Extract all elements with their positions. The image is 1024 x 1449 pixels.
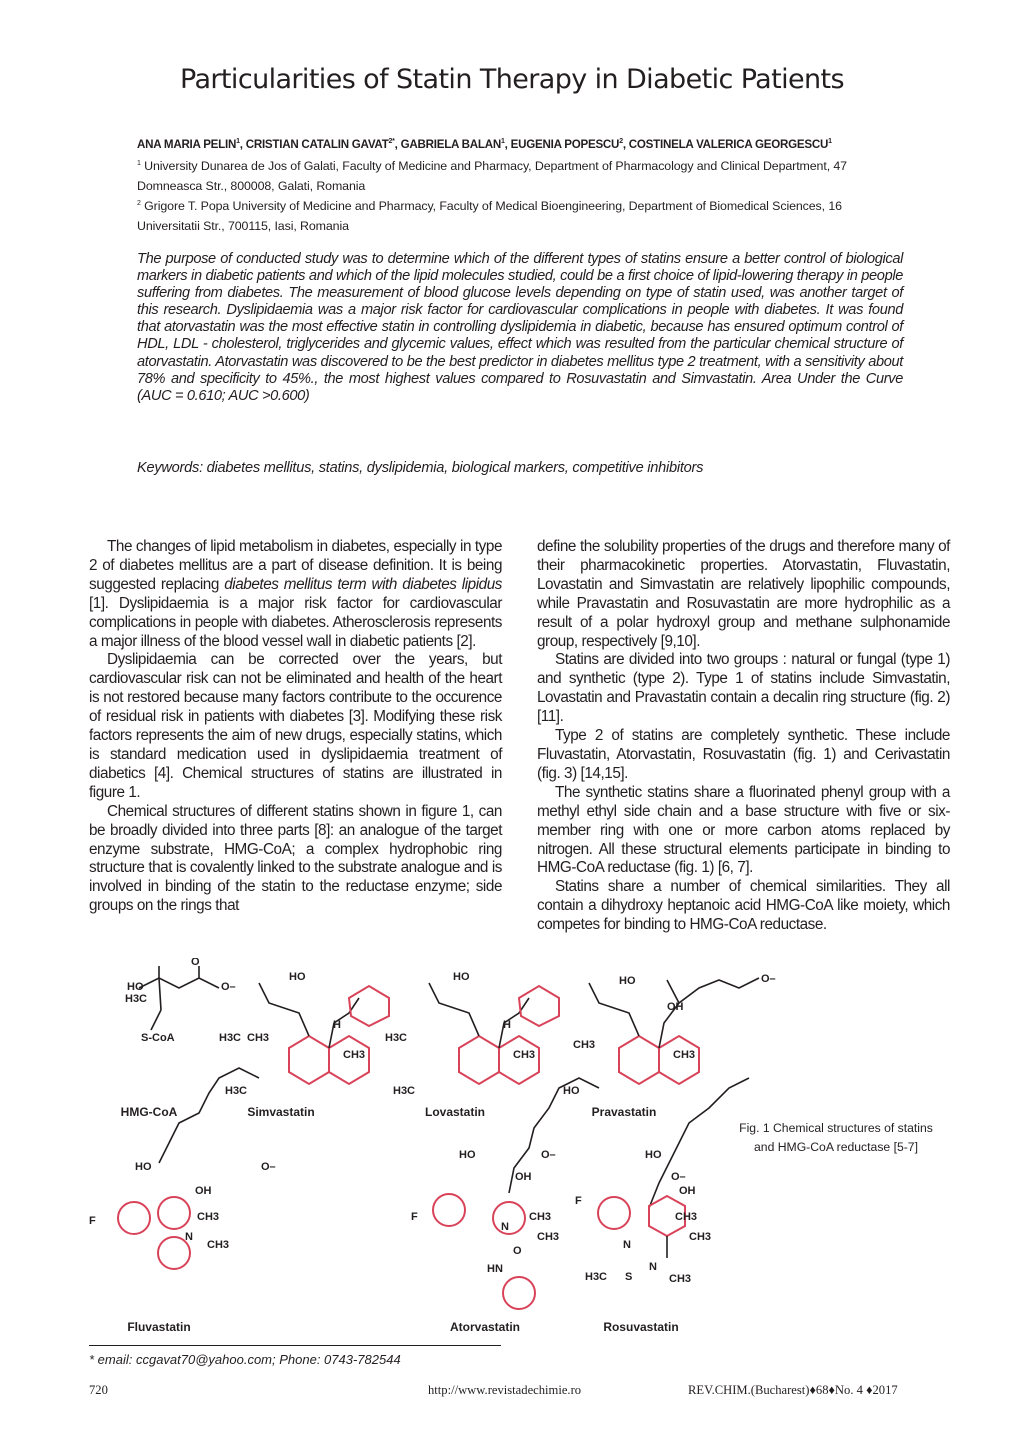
atom-label: HO: [453, 971, 470, 983]
structure-label: Rosuvastatin: [603, 1320, 679, 1334]
atom-label: CH3: [689, 1231, 712, 1243]
atom-label: H3C: [393, 1085, 416, 1097]
atom-label: O–: [541, 1149, 556, 1161]
author-affiliation-mark: 1: [828, 138, 832, 146]
atom-label: N: [185, 1231, 193, 1243]
atom-label: H: [333, 1019, 341, 1031]
structure-label: Lovastatin: [424, 1105, 486, 1119]
body-paragraph: [89, 538, 502, 651]
affiliation-mark: 1: [137, 159, 141, 167]
author-affiliation-mark: 1: [501, 138, 505, 146]
atom-label: F: [411, 1211, 418, 1223]
body-paragraph: Chemical structures of different statins shown in figure 1, can be broadly divided into three parts [8]: an analogue of the target enzyme substrate, HMG-CoA; a complex hydrophobic ring structure that is covalently linked to the substrate analogue and is involved in binding of the statin to the reductase enzyme; side groups on the rings that: [89, 802, 502, 915]
body-column-left: [89, 538, 502, 916]
atom-label: CH3: [343, 1049, 366, 1061]
atom-label: O: [513, 1245, 522, 1257]
atom-label: OH: [667, 1001, 684, 1013]
atom-label: H3C: [219, 1032, 242, 1044]
affiliation: [137, 156, 907, 196]
author-name: , CRISTIAN CATALIN GAVAT: [239, 138, 389, 151]
atom-label: H3C: [385, 1032, 408, 1044]
body-paragraph: Type 2 of statins are completely synthetic. These include Fluvastatin, Atorvastatin, Rosuvastatin (fig. 1) and Cerivastatin (fig. 3) [14,15].: [537, 727, 950, 782]
structure-label: Pravastatin: [591, 1105, 657, 1119]
atom-label: N: [649, 1261, 657, 1273]
atom-label: N: [501, 1221, 509, 1233]
body-paragraph: The synthetic statins share a fluorinated phenyl group with a methyl ethyl side chain and a base structure with five or six-member ring with one or more carbon atoms replaced by nitrogen. All these structural elements participate in binding to HMG-CoA reductase (fig. 1) [6, 7].: [537, 783, 950, 877]
atom-label: HO: [645, 1149, 662, 1161]
author-affiliation-mark: 2: [619, 138, 623, 146]
atom-label: O–: [671, 1171, 686, 1183]
atom-label: HO: [289, 971, 306, 983]
structure-label: Fluvastatin: [127, 1320, 191, 1334]
atom-label: H3C: [225, 1085, 248, 1097]
atom-label: H: [503, 1019, 511, 1031]
atom-label: CH3: [207, 1239, 230, 1251]
atom-label: HO: [619, 975, 636, 987]
affiliation-mark: 2: [137, 199, 141, 207]
atom-label: CH3: [573, 1039, 596, 1051]
atom-label: O: [191, 958, 200, 968]
abstract: The purpose of conducted study was to determine which of the different types of statins ensure a better control of biological markers in diabetic patients and which of the lipid molecules studied, could be a first choice of lipid-lowering therapy in people suffering from diabetes. The measurement of blood glucose levels depending on type of statin used, was another target of this research. Dyslipidaemia was a major risk factor for cardiovascular complications in people with diabetes. It was found that atorvastatin was the most effective statin in controlling dyslipidemia in diabetic, because has ensured optimum control of HDL, LDL - cholesterol, triglycerides and glycemic values, effect which was resulted from the particular chemical structure of atorvastatin. Atorvastatin was discovered to be the best predictor in diabetes mellitus type 2 treatment, with a sensitivity about 78% and specificity to 45%., the most highest values compared to Rosuvastatin and Simvastatin. Area Under the Curve (AUC = 0.610; AUC >0.600): [137, 251, 903, 404]
body-column-right: [537, 538, 950, 935]
atom-label: O–: [761, 973, 776, 985]
atom-label: HO: [127, 981, 144, 993]
atom-label: F: [575, 1195, 582, 1207]
structure-label: Simvastatin: [247, 1105, 315, 1119]
figure-caption: Fig. 1 Chemical structures of statins and HMG-CoA reductase [5-7]: [739, 1121, 933, 1154]
footnote: * email: ccgavat70@yahoo.com; Phone: 0743-782544: [89, 1352, 401, 1367]
author-name: , GABRIELA BALAN: [394, 138, 502, 151]
atom-label: H3C: [125, 993, 148, 1005]
atom-label: OH: [195, 1185, 212, 1197]
author-name: ANA MARIA PELIN: [137, 138, 237, 151]
author-affiliation-mark: 1: [236, 138, 240, 146]
atom-label: OH: [679, 1185, 696, 1197]
journal-citation: REV.CHIM.(Bucharest)♦68♦No. 4 ♦2017: [688, 1383, 898, 1397]
structure-label: Atorvastatin: [449, 1320, 521, 1334]
affiliation-text: University Dunarea de Jos of Galati, Faculty of Medicine and Pharmacy, Department of Pharmacology and Clinical Department, 47 Domneasca Str., 800008, Galati, Romania: [137, 159, 847, 193]
atom-label: F: [89, 1215, 96, 1227]
atom-label: CH3: [529, 1211, 552, 1223]
affiliation: [137, 196, 907, 236]
text-run-italic: diabetes mellitus term with diabetes lipidus: [224, 575, 502, 593]
structure-label: HMG-CoA: [120, 1105, 178, 1119]
atom-label: CH3: [197, 1211, 220, 1223]
atom-label: HN: [487, 1263, 503, 1275]
text-run: The changes of lipid metabolism in diabetes, especially in type 2 of diabetes mellitus are a part of disease definition. It is being suggested replacing: [89, 538, 502, 593]
affiliation-text: Grigore T. Popa University of Medicine and Pharmacy, Faculty of Medical Bioengineering, Department of Biomedical Sciences, 16 Universitatii Str., 700115, Iasi, Romania: [137, 199, 842, 233]
atom-label: S-CoA: [141, 1032, 175, 1044]
page-number: 720: [89, 1383, 108, 1397]
atom-label: CH3: [247, 1032, 270, 1044]
author-affiliation-mark: 2*: [388, 138, 395, 146]
text-run: [1]. Dyslipidaemia is a major risk factor for cardiovascular complications in people with diabetes. Atherosclerosis represents a major illness of the blood vessel wall in diabetic patients [2].: [89, 594, 502, 650]
atom-label: O–: [261, 1161, 276, 1173]
author-name: , EUGENIA POPESCU: [504, 138, 620, 151]
atom-label: CH3: [673, 1049, 696, 1061]
body-paragraph: Dyslipidaemia can be corrected over the years, but cardiovascular risk can not be eliminated and health of the heart is not restored because many factors contribute to the occurence of residual risk in patients with diabetes [3]. Modifying these risk factors represents the aim of new drugs, especially statins, which is standard medication used in dyslipidaemia treatment of diabetics [4]. Chemical structures of statins are illustrated in figure 1.: [89, 651, 502, 801]
atom-label: CH3: [675, 1211, 698, 1223]
atom-label: HO: [135, 1161, 152, 1173]
atom-label: S: [625, 1271, 633, 1283]
author-list: [137, 138, 907, 151]
footnote-divider: [89, 1345, 501, 1346]
journal-url: http://www.revistadechimie.ro: [428, 1383, 582, 1397]
atom-label: CH3: [513, 1049, 536, 1061]
paper-title: Particularities of Statin Therapy in Diabetic Patients: [180, 64, 844, 95]
atom-label: N: [623, 1239, 631, 1251]
body-paragraph: Statins are divided into two groups : natural or fungal (type 1) and synthetic (type 2). Type 1 of statins include Simvastatin, Lovastatin and Pravastatin contain a decalin ring structure (fig. 2) [11].: [537, 651, 950, 726]
atom-label: HO: [563, 1085, 580, 1097]
keywords: Keywords: diabetes mellitus, statins, dyslipidemia, biological markers, competitive inhibitors: [137, 460, 704, 476]
body-paragraph: define the solubility properties of the drugs and therefore many of their pharmacokinetic properties. Atorvastatin, Fluvastatin, Lovastatin and Simvastatin are relatively lipophilic compounds, while Pravastatin and Rosuvastatin are more hydrophilic as a result of a polar hydroxyl group and methane sulphonamide group, respectively [9,10].: [537, 538, 950, 650]
atom-label: CH3: [537, 1231, 560, 1243]
atom-label: CH3: [669, 1273, 692, 1285]
author-name: , COSTINELA VALERICA GEORGESCU: [622, 138, 829, 151]
body-paragraph: Statins share a number of chemical similarities. They all contain a dihydroxy heptanoic acid HMG-CoA like moiety, which competes for binding to HMG-CoA reductase.: [537, 878, 950, 934]
atom-label: H3C: [585, 1271, 608, 1283]
atom-label: OH: [515, 1171, 532, 1183]
atom-label: O–: [221, 981, 236, 993]
atom-label: HO: [459, 1149, 476, 1161]
